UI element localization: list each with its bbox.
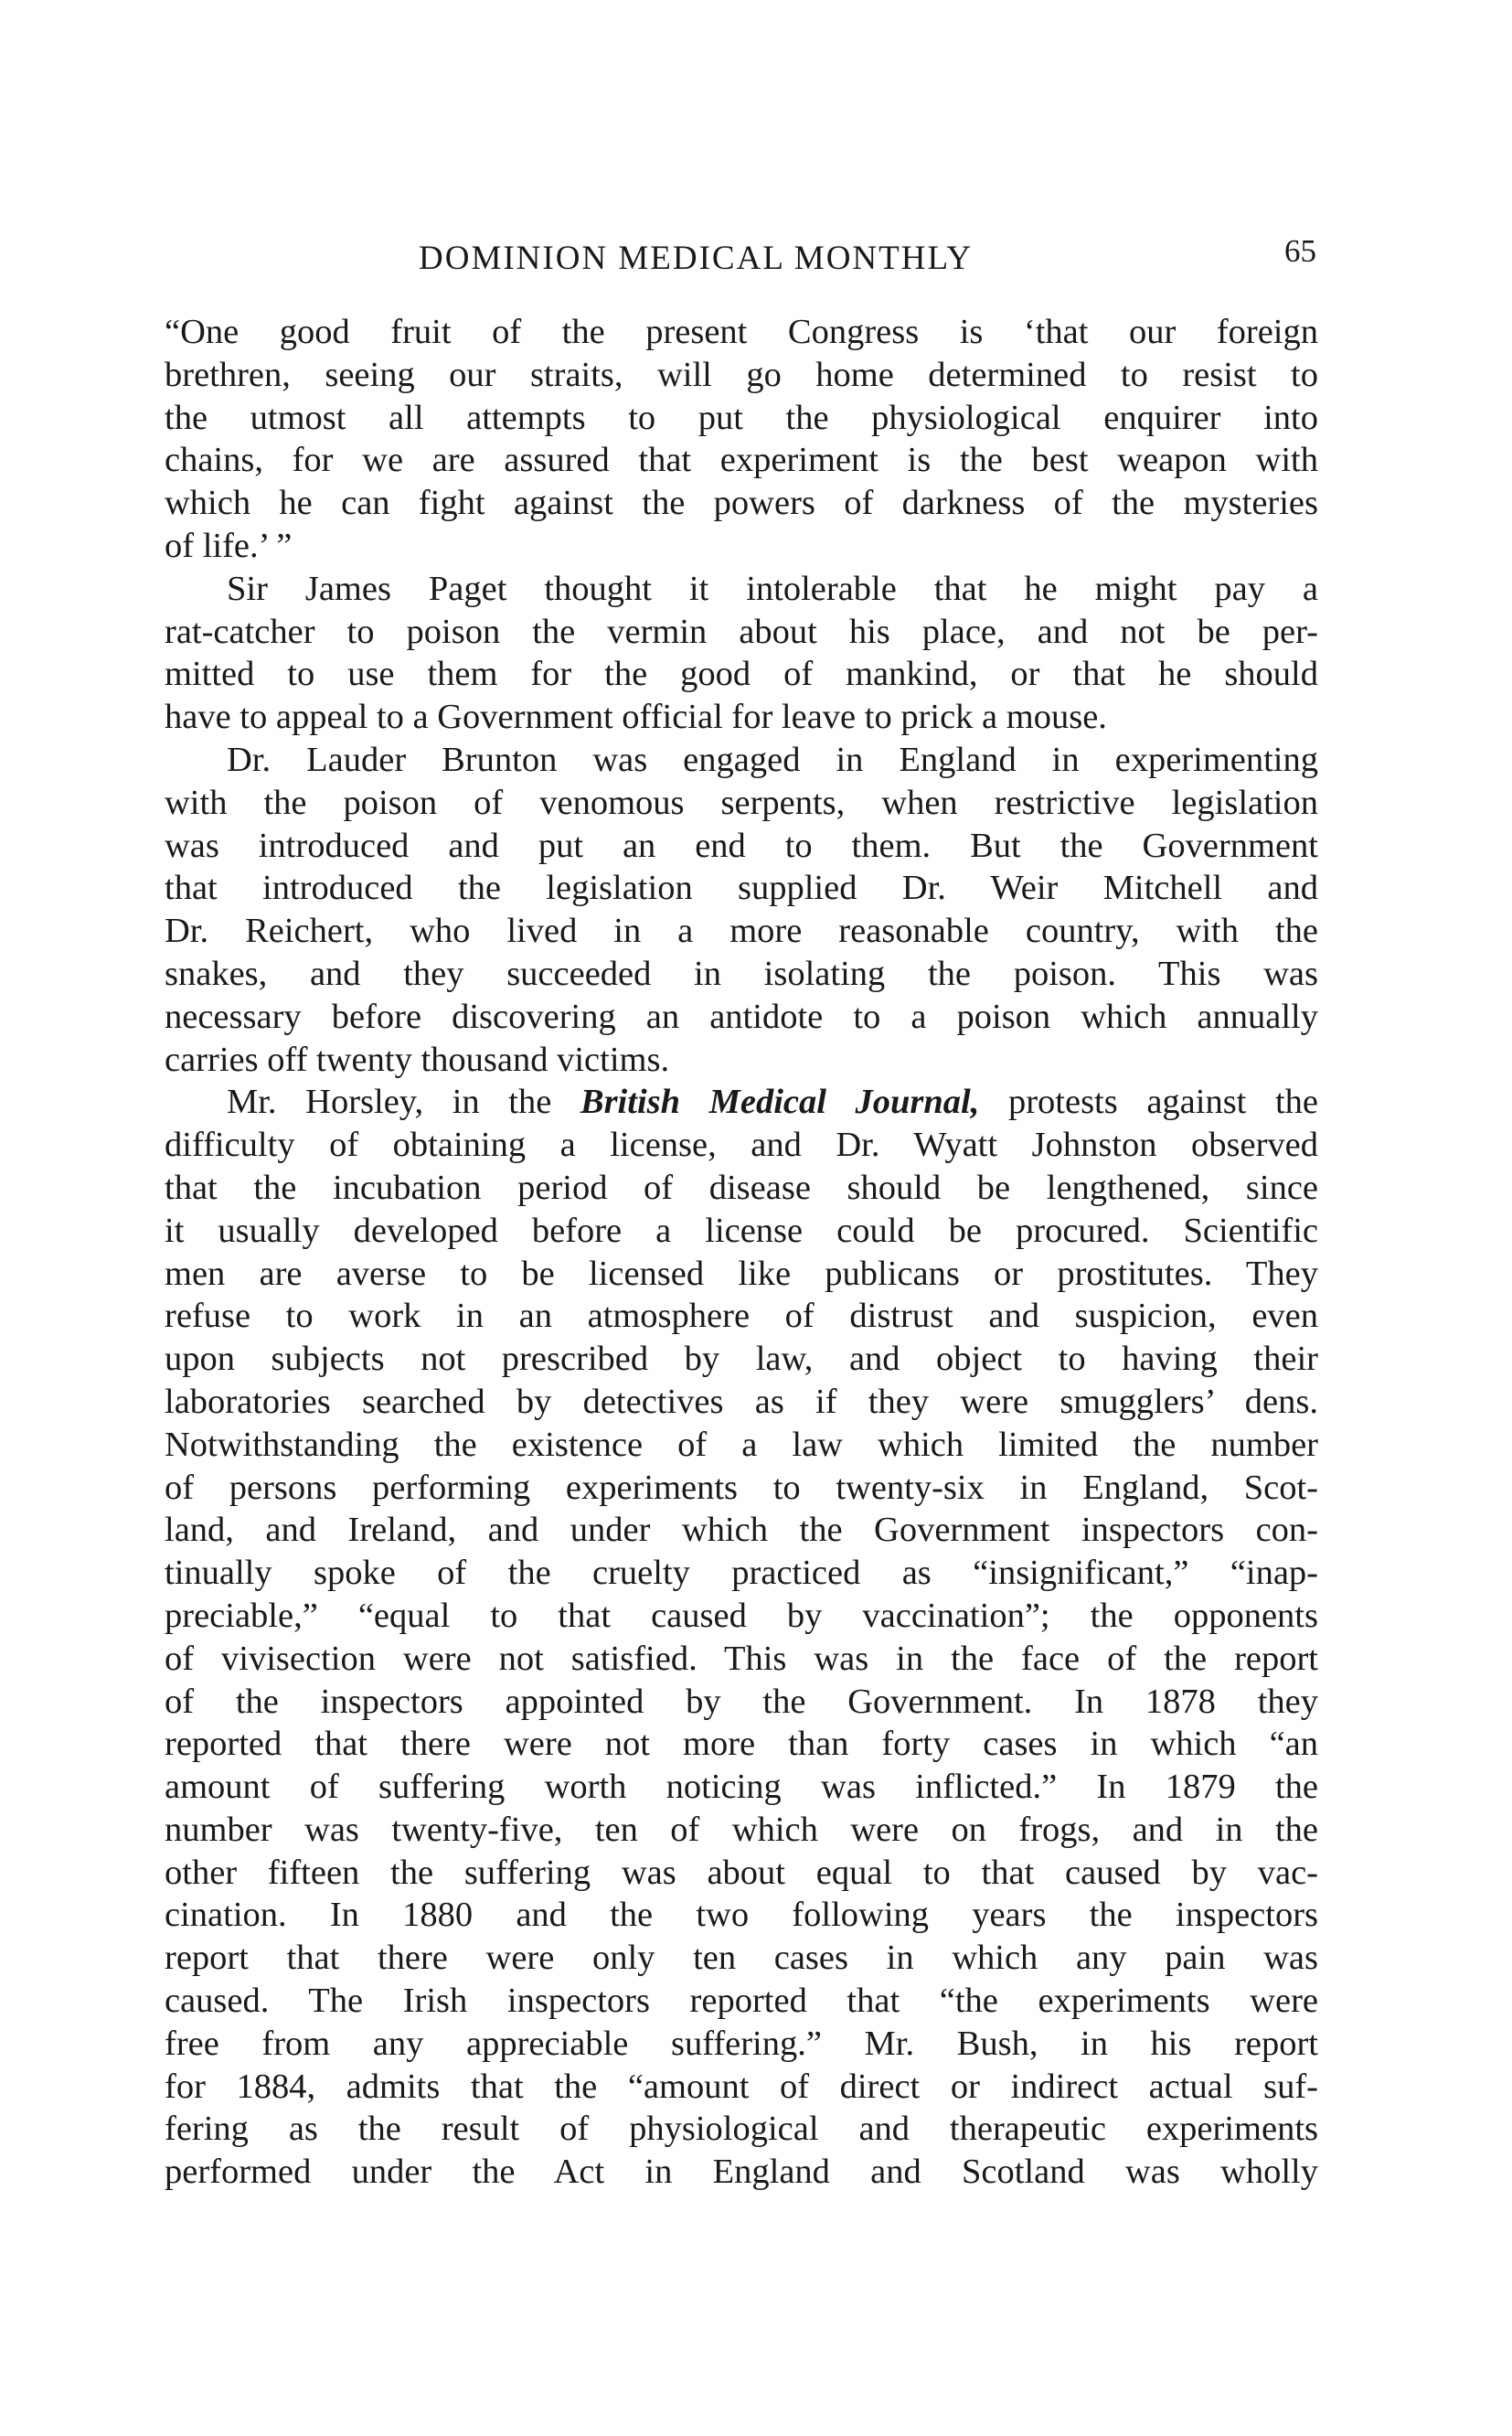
text-line-content: cination. In 1880 and the two following years the inspectors [165,1896,1318,1935]
text-line-content: Mr. Horsley, in the [227,1083,580,1122]
text-line [165,1210,1318,1253]
text-line [165,2023,1318,2066]
running-head [165,233,1316,288]
text-line-content: caused. The Irish inspectors reported that “the experiments were [165,1982,1318,2021]
text-line [165,568,1318,611]
text-line-content: free from any appreciable suffering.” Mr. Bush, in his report [165,2024,1318,2063]
text-line [165,1809,1318,1852]
text-line [165,696,1318,739]
text-line-continuation: protests against the [979,1083,1318,1122]
text-line-content: necessary before discovering an antidote to a poison which annually [165,997,1318,1036]
text-line-content: mitted to use them for the good of mankind, or that he should [165,655,1318,694]
text-line [165,996,1318,1039]
text-line [165,1509,1318,1552]
text-line-content: it usually developed before a license could be procured. Scientific [165,1211,1318,1250]
text-line [165,1723,1318,1766]
text-line-content: carries off twenty thousand victims. [165,1040,670,1079]
text-line [165,1852,1318,1895]
text-line-content: with the poison of venomous serpents, when restrictive legislation [165,783,1318,822]
text-line-content: men are averse to be licensed like publicans or prostitutes. They [165,1254,1318,1293]
text-line [165,2151,1318,2194]
text-line-content: refuse to work in an atmosphere of distrust and suspicion, even [165,1297,1318,1336]
text-line-content: difficulty of obtaining a license, and Dr. Wyatt Johnston observed [165,1126,1318,1165]
text-line [165,2108,1318,2151]
text-line [165,1124,1318,1167]
text-line-content: “One good fruit of the present Congress is ‘that our foreign [165,313,1318,351]
text-line-content: that the incubation period of disease should be lengthened, since [165,1168,1318,1207]
text-line-content: other fifteen the suffering was about equal to that caused by vac- [165,1853,1318,1892]
text-line-content: Notwithstanding the existence of a law which limited the number [165,1425,1318,1464]
text-line-content: that introduced the legislation supplied Dr. Weir Mitchell and [165,869,1318,908]
text-line-content: upon subjects not prescribed by law, and object to having their [165,1340,1318,1379]
text-line [165,1424,1318,1467]
text-line-content: Dr. Reichert, who lived in a more reasonable country, with the [165,912,1318,951]
text-line-content: rat-catcher to poison the vermin about his place, and not be per- [165,612,1318,651]
text-line-content: report that there were only ten cases in which any pain was [165,1939,1318,1978]
text-line [165,1894,1318,1937]
body-text [165,311,1318,2194]
text-line [165,953,1318,996]
text-line-content: number was twenty-five, ten of which were on frogs, and in the [165,1810,1318,1849]
text-line [165,1081,1318,1124]
text-line [165,825,1318,868]
text-line [165,1595,1318,1638]
text-line [165,910,1318,953]
text-line [165,653,1318,696]
text-line [165,1681,1318,1724]
text-line [165,1039,1318,1082]
text-line [165,1766,1318,1809]
text-line [165,1638,1318,1681]
journal-title: DOMINION MEDICAL MONTHLY [419,240,974,277]
journal-name-italic: British Medical Journal, [580,1083,980,1122]
text-line [165,1552,1318,1595]
text-line-content: snakes, and they succeeded in isolating the poison. This was [165,954,1318,993]
text-line-content: of life.’ ” [165,526,293,565]
text-line [165,1381,1318,1424]
text-line [165,1980,1318,2023]
text-line [165,482,1318,525]
text-line-content: performed under the Act in England and Scotland was wholly [165,2153,1318,2192]
text-line-content: of vivisection were not satisfied. This was in the face of the report [165,1639,1318,1678]
text-line-content: of persons performing experiments to twenty-six in England, Scot- [165,1468,1318,1507]
text-line [165,867,1318,910]
text-line [165,1338,1318,1381]
text-line [165,1937,1318,1980]
text-line-content: for 1884, admits that the “amount of direct or indirect actual suf- [165,2067,1318,2106]
text-line-content: the utmost all attempts to put the physiological enquirer into [165,398,1318,437]
text-line-content: tinually spoke of the cruelty practiced as “insignificant,” “inap- [165,1554,1318,1593]
text-line [165,354,1318,397]
text-line [165,611,1318,654]
text-line [165,1253,1318,1296]
text-line-content: brethren, seeing our straits, will go home determined to resist to [165,355,1318,394]
text-line-content: chains, for we are assured that experiment is the best weapon with [165,441,1318,480]
text-line [165,1295,1318,1338]
text-line [165,1167,1318,1210]
text-line-content: amount of suffering worth noticing was inflicted.” In 1879 the [165,1768,1318,1807]
text-line-content: Sir James Paget thought it intolerable that he might pay a [227,569,1318,608]
text-line-content: laboratories searched by detectives as if they were smugglers’ dens. [165,1382,1318,1421]
text-line-content: fering as the result of physiological and therapeutic experiments [165,2110,1318,2149]
text-line [165,311,1318,354]
text-line-content: reported that there were not more than forty cases in which “an [165,1725,1318,1764]
page-number: 65 [1284,233,1316,269]
text-line-content: which he can fight against the powers of darkness of the mysteries [165,484,1318,523]
text-line [165,439,1318,482]
text-line [165,1467,1318,1510]
text-line-content: of the inspectors appointed by the Government. In 1878 they [165,1682,1318,1721]
text-line-content: have to appeal to a Government official for leave to prick a mouse. [165,698,1107,737]
text-line-content: Dr. Lauder Brunton was engaged in England in experimenting [227,740,1318,779]
text-line [165,782,1318,825]
text-line-content: land, and Ireland, and under which the Government inspectors con- [165,1511,1318,1550]
text-line-content: preciable,” “equal to that caused by vaccination”; the opponents [165,1596,1318,1635]
text-line-content: was introduced and put an end to them. But the Government [165,826,1318,865]
text-line [165,525,1318,568]
text-line [165,397,1318,440]
text-line [165,2066,1318,2109]
text-line [165,739,1318,782]
